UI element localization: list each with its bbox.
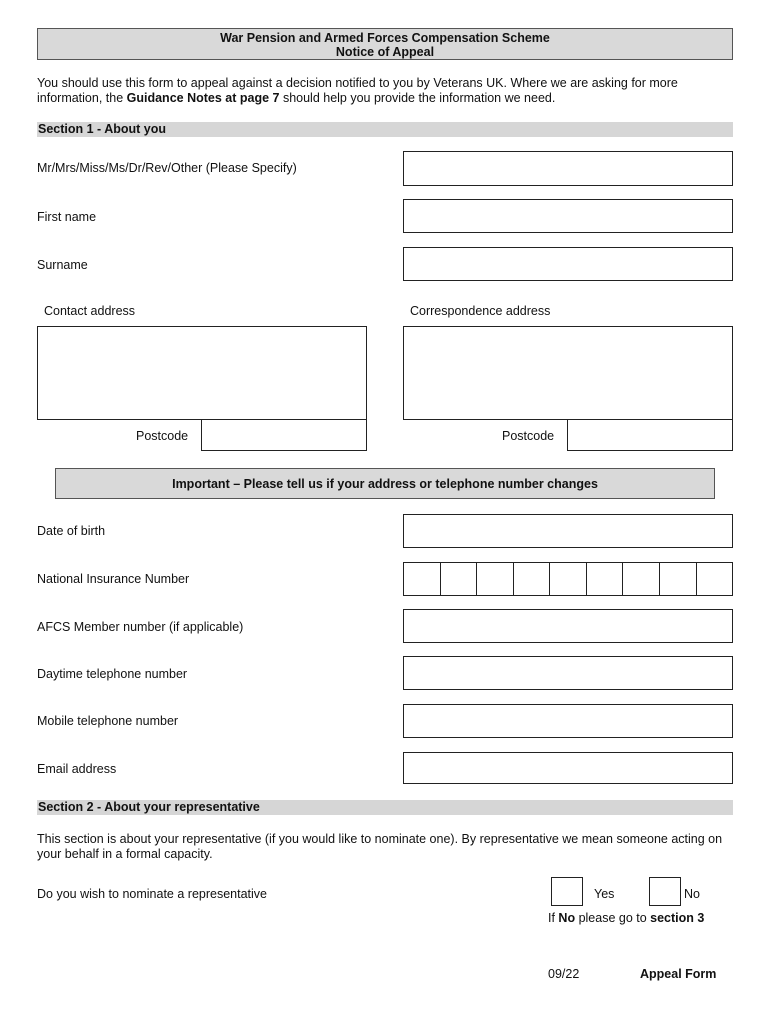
correspondence-postcode-label: Postcode — [502, 429, 555, 443]
no-instruction-section3: section 3 — [650, 911, 705, 925]
daytime-phone-label: Daytime telephone number — [37, 667, 188, 681]
section-2-description: This section is about your representative (if you would like to nominate one). By representative we mean someone acting on your behalf in a formal capacity. — [37, 832, 723, 861]
dob-label: Date of birth — [37, 524, 106, 538]
afcs-label: AFCS Member number (if applicable) — [37, 620, 244, 634]
ni-char-9[interactable] — [697, 563, 733, 595]
ni-char-3[interactable] — [477, 563, 514, 595]
intro-text — [37, 76, 737, 106]
yes-checkbox[interactable] — [551, 877, 583, 906]
section-2-heading: Section 2 - About your representative — [37, 800, 733, 815]
ni-char-4[interactable] — [514, 563, 551, 595]
ni-char-7[interactable] — [623, 563, 660, 595]
ni-label: National Insurance Number — [37, 572, 190, 586]
dob-input[interactable] — [403, 514, 733, 548]
contact-address-label: Contact address — [44, 304, 136, 318]
ni-char-6[interactable] — [587, 563, 624, 595]
email-label: Email address — [37, 762, 117, 776]
no-instruction — [548, 911, 704, 925]
ni-char-2[interactable] — [441, 563, 478, 595]
surname-label: Surname — [37, 258, 88, 272]
no-label: No — [684, 887, 700, 901]
yes-label: Yes — [594, 887, 615, 901]
correspondence-address-input[interactable] — [403, 326, 733, 420]
first-name-input[interactable] — [403, 199, 733, 233]
contact-postcode-input[interactable] — [201, 419, 367, 451]
form-title — [37, 28, 733, 60]
no-instruction-part1: If — [548, 911, 559, 925]
title-label: Mr/Mrs/Miss/Ms/Dr/Rev/Other (Please Specify) — [37, 161, 297, 175]
section-1-heading: Section 1 - About you — [37, 122, 733, 137]
correspondence-address-label: Correspondence address — [410, 304, 551, 318]
ni-char-8[interactable] — [660, 563, 697, 595]
contact-address-input[interactable] — [37, 326, 367, 420]
mobile-phone-input[interactable] — [403, 704, 733, 738]
ni-char-5[interactable] — [550, 563, 587, 595]
first-name-label: First name — [37, 210, 97, 224]
no-instruction-no: No — [558, 911, 576, 925]
intro-text-part2: should help you provide the information we need. — [279, 91, 556, 105]
ni-number-input[interactable] — [403, 562, 733, 596]
form-title-line1: War Pension and Armed Forces Compensation Scheme — [220, 31, 550, 45]
footer-form-name: Appeal Form — [640, 967, 717, 981]
daytime-phone-input[interactable] — [403, 656, 733, 690]
correspondence-postcode-input[interactable] — [567, 419, 733, 451]
no-instruction-part2: please go to — [575, 911, 651, 925]
contact-postcode-label: Postcode — [136, 429, 189, 443]
important-notice: Important – Please tell us if your address or telephone number changes — [55, 468, 715, 499]
footer-date: 09/22 — [548, 967, 580, 981]
representative-question: Do you wish to nominate a representative — [37, 887, 267, 901]
no-checkbox[interactable] — [649, 877, 681, 906]
surname-input[interactable] — [403, 247, 733, 281]
intro-text-part1: You should use this form to appeal against a decision notified to you by Veterans UK. Where we are asking for more information, the — [37, 76, 678, 105]
guidance-notes-reference: Guidance Notes at page 7 — [126, 91, 280, 105]
email-input[interactable] — [403, 752, 733, 784]
form-title-line2: Notice of Appeal — [335, 45, 435, 59]
mobile-phone-label: Mobile telephone number — [37, 714, 179, 728]
ni-char-1[interactable] — [404, 563, 441, 595]
afcs-input[interactable] — [403, 609, 733, 643]
title-input[interactable] — [403, 151, 733, 186]
